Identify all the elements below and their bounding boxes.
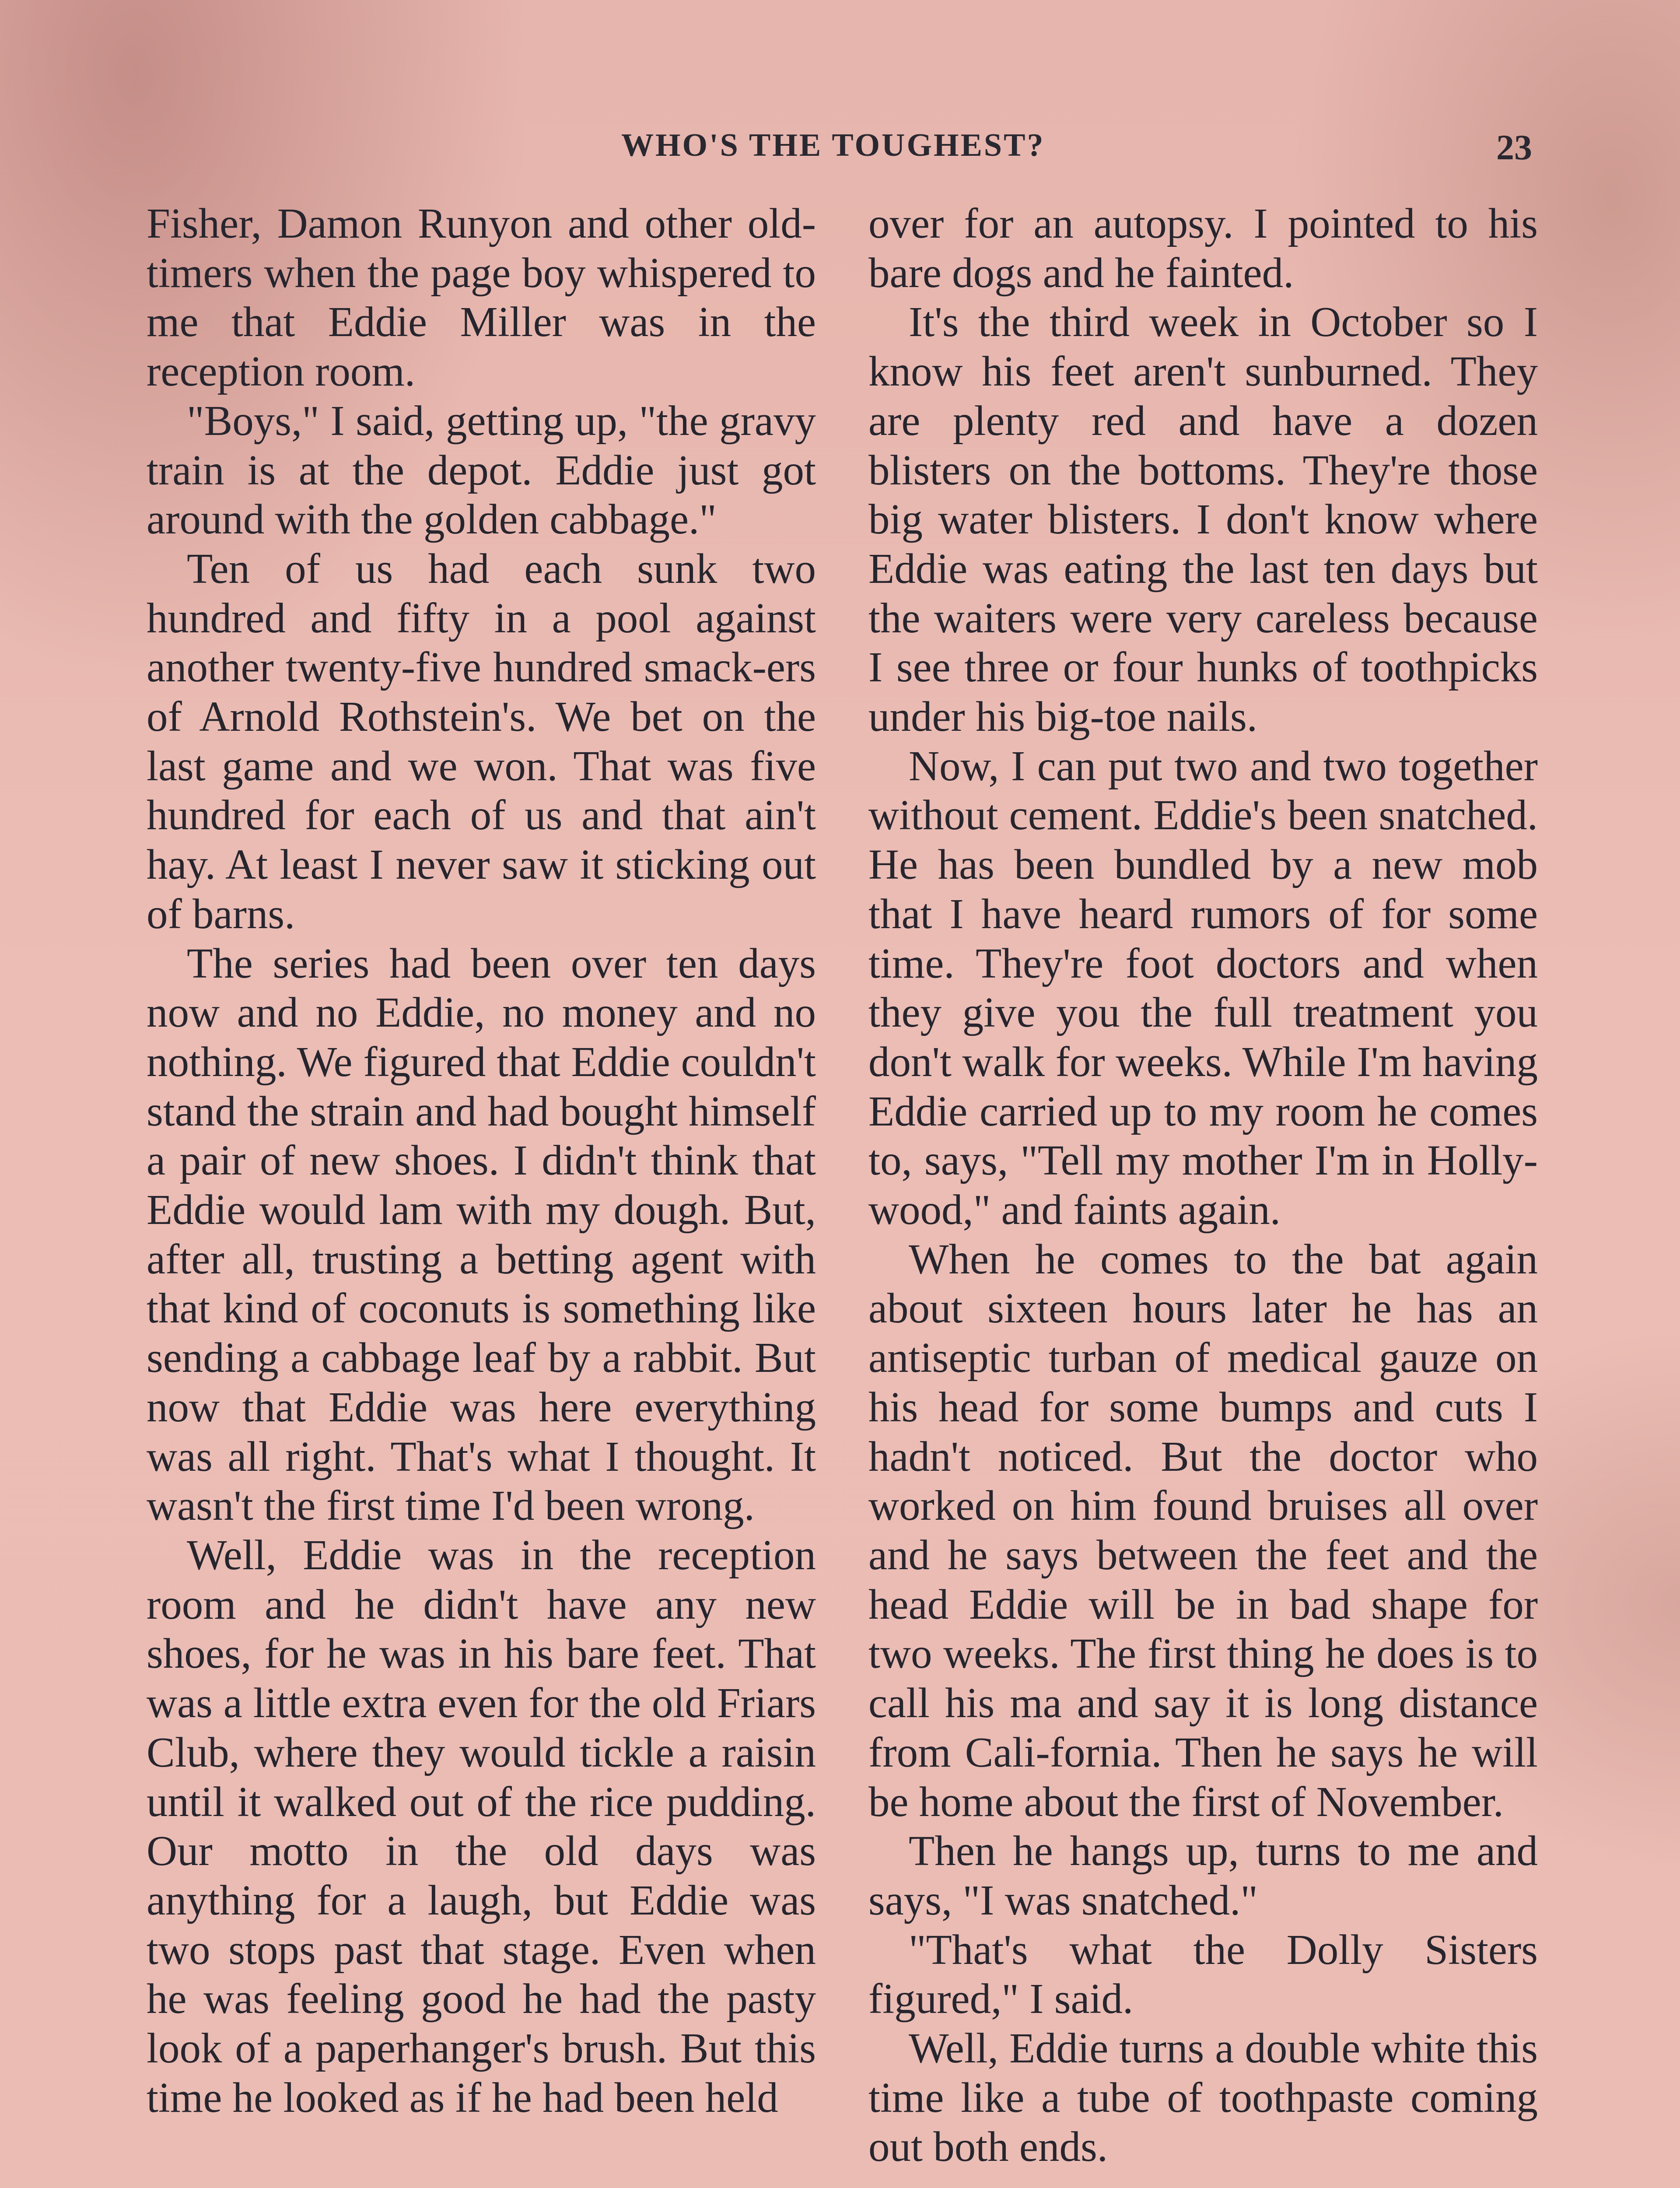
paragraph: Well, Eddie turns a double white this time like a tube of toothpaste coming out both ends.	[868, 2025, 1538, 2170]
paragraph: Well, Eddie was in the reception room and he didn't have any new shoes, for he was in his bare feet. That was a little extra even for the old Friars Club, where they would tickle a raisin until it walked out of the rice pudding. Our motto in the old days was anything for a laugh, but Eddie was two stops past that stage. Even when he was feeling good he had the pasty look of a paperhanger's brush. But this time he looked as if he had been held	[147, 1531, 816, 2121]
paragraph: over for an autopsy. I pointed to his bare dogs and he fainted.	[868, 200, 1538, 296]
paragraph: Then he hangs up, turns to me and says, "I was snatched."	[868, 1827, 1538, 1924]
right-column	[868, 199, 1538, 2172]
paragraph: Ten of us had each sunk two hundred and fifty in a pool against another twenty-five hundred smack-ers of Arnold Rothstein's. We bet on the last game and we won. That was five hundred for each of us and that ain't hay. At least I never saw it sticking out of barns.	[147, 545, 816, 937]
page-number: 23	[1496, 127, 1532, 167]
running-header: WHO'S THE TOUGHEST?	[621, 127, 1045, 163]
paragraph: Now, I can put two and two together without cement. Eddie's been snatched. He has been bundled by a new mob that I have heard rumors of for some time. They're foot doctors and when they give you the full treatment you don't walk for weeks. While I'm having Eddie carried up to my room he comes to, says, "Tell my mother I'm in Holly-wood," and faints again.	[868, 742, 1538, 1234]
paragraph: "That's what the Dolly Sisters figured," I said.	[868, 1926, 1538, 2023]
paragraph: The series had been over ten days now and no Eddie, no money and no nothing. We figured that Eddie couldn't stand the strain and had bought himself a pair of new shoes. I didn't think that Eddie would lam with my dough. But, after all, trusting a betting agent with that kind of coconuts is something like sending a cabbage leaf by a rabbit. But now that Eddie was here everything was all right. That's what I thought. It wasn't the first time I'd been wrong.	[147, 940, 816, 1529]
paragraph: "Boys," I said, getting up, "the gravy train is at the depot. Eddie just got around with the golden cabbage."	[147, 397, 816, 543]
paragraph: When he comes to the bat again about sixteen hours later he has an antiseptic turban of medical gauze on his head for some bumps and cuts I hadn't noticed. But the doctor who worked on him found bruises all over and he says between the feet and the head Eddie will be in bad shape for two weeks. The first thing he does is to call his ma and say it is long distance from Cali-fornia. Then he says he will be home about the first of November.	[868, 1235, 1538, 1825]
paragraph: Fisher, Damon Runyon and other old-timers when the page boy whispered to me that Eddie Miller was in the reception room.	[147, 200, 816, 395]
paragraph: It's the third week in October so I know his feet aren't sunburned. They are plenty red and have a dozen blisters on the bottoms. They're those big water blisters. I don't know where Eddie was eating the last ten days but the waiters were very careless because I see three or four hunks of toothpicks under his big-toe nails.	[868, 298, 1538, 740]
left-column	[147, 199, 816, 2122]
